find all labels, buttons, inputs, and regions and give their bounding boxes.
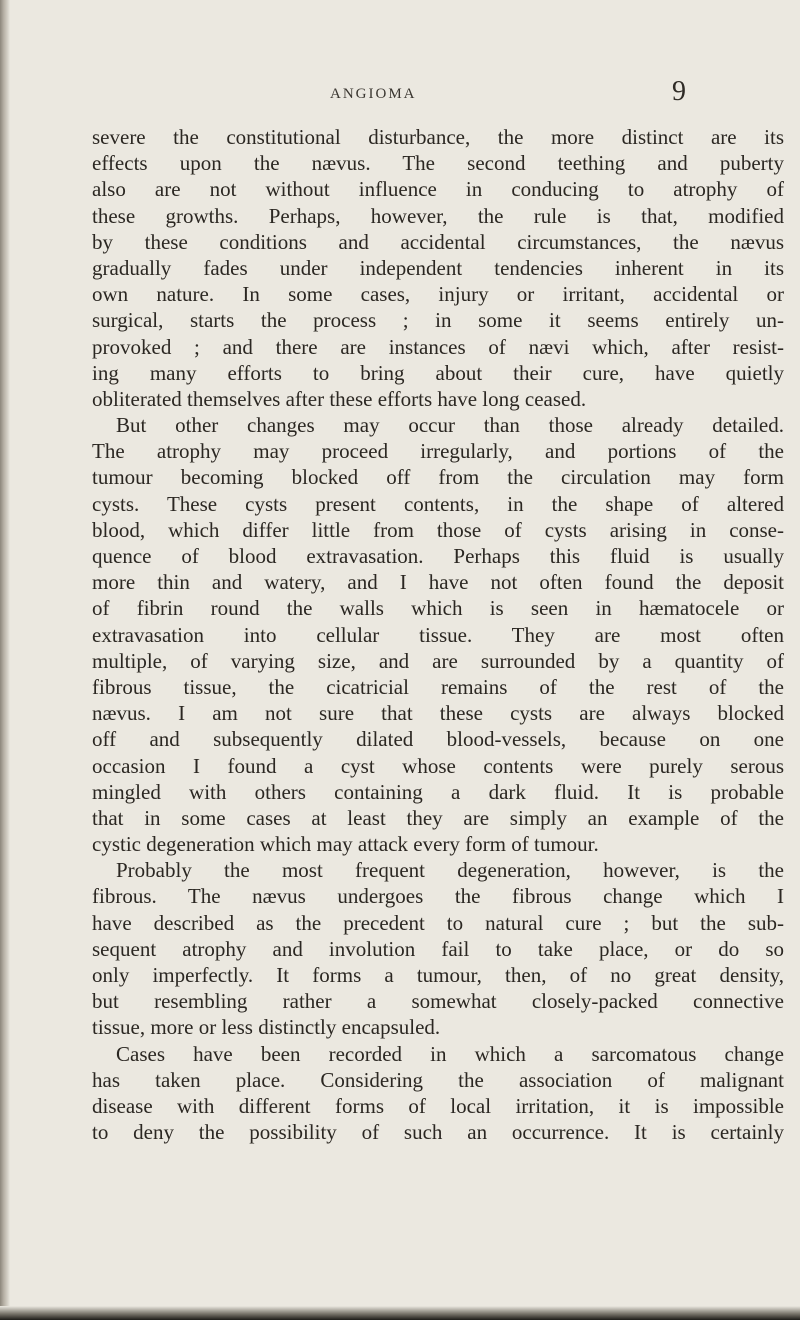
text-line: that in some cases at least they are simply an example of the bbox=[92, 805, 784, 830]
text-line: own nature. In some cases, injury or irritant, accidental or bbox=[92, 282, 784, 307]
text-line: surgical, starts the process ; in some it seems entirely un- bbox=[92, 308, 784, 333]
body-text bbox=[92, 124, 784, 1145]
text-line: extravasation into cellular tissue. They are most often bbox=[92, 622, 784, 647]
text-line: But other changes may occur than those already detailed. bbox=[116, 413, 784, 438]
text-line: ing many efforts to bring about their cure, have quietly bbox=[92, 360, 784, 385]
text-line: by these conditions and accidental circumstances, the nævus bbox=[92, 229, 784, 254]
text-line: more thin and watery, and I have not often found the deposit bbox=[92, 570, 784, 595]
text-line: mingled with others containing a dark fluid. It is probable bbox=[92, 779, 784, 804]
text-line: cystic degeneration which may attack every form of tumour. bbox=[92, 832, 599, 857]
text-line: effects upon the nævus. The second teething and puberty bbox=[92, 151, 784, 176]
page-header bbox=[0, 76, 800, 110]
text-line: nævus. I am not sure that these cysts are always blocked bbox=[92, 701, 784, 726]
text-line: fibrous tissue, the cicatricial remains of the rest of the bbox=[92, 674, 784, 699]
page-bottom-edge bbox=[0, 1306, 800, 1320]
text-line: disease with different forms of local irritation, it is impossible bbox=[92, 1093, 784, 1118]
page-binding-edge bbox=[0, 0, 10, 1320]
text-line: Cases have been recorded in which a sarcomatous change bbox=[116, 1041, 784, 1066]
text-line: sequent atrophy and involution fail to take place, or do so bbox=[92, 936, 784, 961]
text-line: has taken place. Considering the association of malignant bbox=[92, 1067, 784, 1092]
text-line: only imperfectly. It forms a tumour, then, of no great density, bbox=[92, 963, 784, 987]
text-line: blood, which differ little from those of cysts arising in conse- bbox=[92, 517, 784, 542]
text-line: but resembling rather a somewhat closely-packed connective bbox=[92, 989, 784, 1014]
text-line: fibrous. The nævus undergoes the fibrous change which I bbox=[92, 884, 784, 909]
text-line: obliterated themselves after these efforts have long ceased. bbox=[92, 386, 587, 411]
text-line: The atrophy may proceed irregularly, and portions of the bbox=[92, 439, 784, 464]
text-line: multiple, of varying size, and are surrounded by a quantity of bbox=[92, 648, 784, 673]
text-line: off and subsequently dilated blood-vessels, because on one bbox=[92, 727, 784, 752]
text-line: severe the constitutional disturbance, the more distinct are its bbox=[92, 125, 784, 149]
text-line: quence of blood extravasation. Perhaps this fluid is usually bbox=[92, 544, 784, 568]
text-line: tumour becoming blocked off from the circulation may form bbox=[92, 465, 784, 490]
text-line: occasion I found a cyst whose contents were purely serous bbox=[92, 753, 784, 778]
text-line: gradually fades under independent tendencies inherent in its bbox=[92, 255, 784, 280]
text-line: tissue, more or less distinctly encapsuled. bbox=[92, 1015, 441, 1040]
text-line: have described as the precedent to natural cure ; but the sub- bbox=[92, 910, 784, 935]
running-head: ANGIOMA bbox=[330, 86, 417, 102]
text-line: cysts. These cysts present contents, in the shape of altered bbox=[92, 491, 784, 516]
text-line: provoked ; and there are instances of nævi which, after resist- bbox=[92, 334, 784, 359]
text-line: of fibrin round the walls which is seen in hæmatocele or bbox=[92, 596, 784, 621]
text-line: Probably the most frequent degeneration, however, is the bbox=[116, 858, 784, 883]
text-line: these growths. Perhaps, however, the rule is that, modified bbox=[92, 203, 784, 228]
page-number: 9 bbox=[672, 76, 686, 107]
text-line: also are not without influence in conducing to atrophy of bbox=[92, 177, 784, 202]
text-line: to deny the possibility of such an occurrence. It is certainly bbox=[92, 1120, 784, 1145]
